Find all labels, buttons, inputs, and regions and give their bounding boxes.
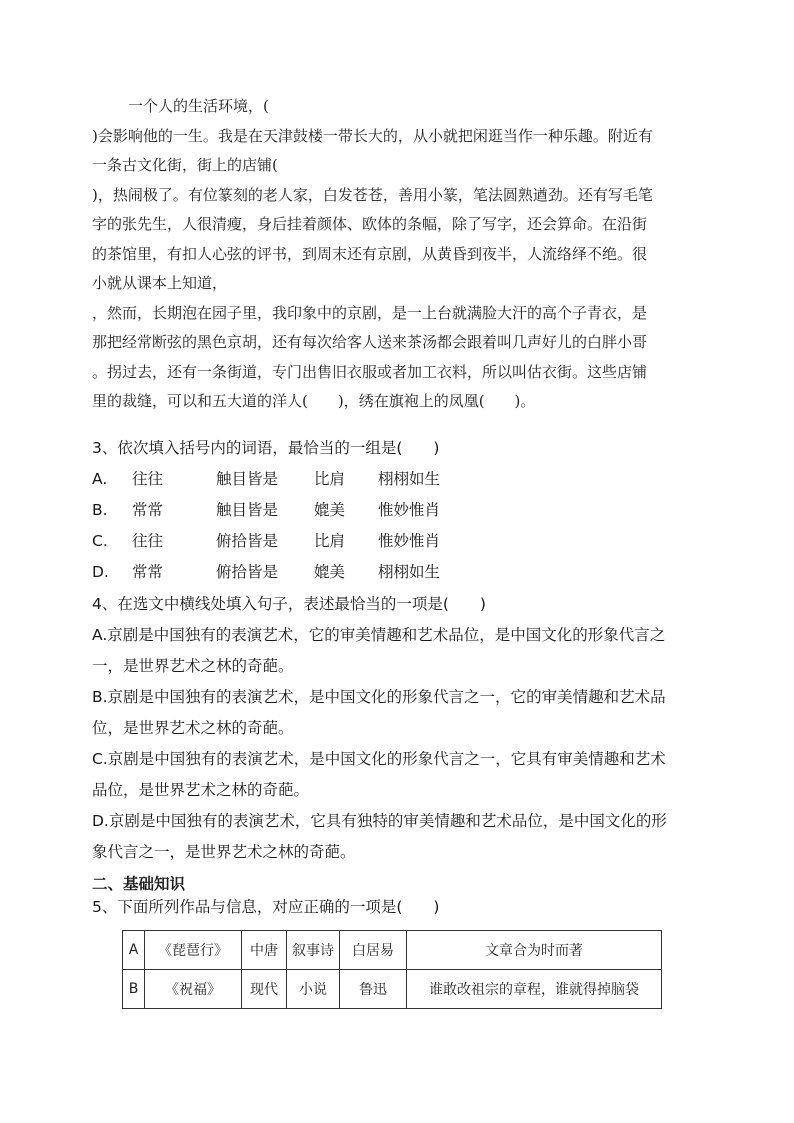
era-cell: 中唐 xyxy=(242,931,287,970)
q4-option-d-line[interactable]: 象代言之一，是世界艺术之林的奇葩。 xyxy=(92,843,356,861)
question-3 xyxy=(92,433,702,588)
passage-line: 的茶馆里，有扣人心弦的评书，到周末还有京剧，从黄昏到夜半，人流络绎不绝。很 xyxy=(92,244,648,263)
table-row[interactable] xyxy=(123,970,662,1009)
option-word-1: 往往 xyxy=(132,532,164,550)
passage-line: 。拐过去，还有一条街道，专门出售旧衣服或者加工衣料，所以叫估衣街。这些店铺 xyxy=(92,362,648,381)
author-cell: 白居易 xyxy=(340,931,407,970)
passage-line: 里的裁缝，可以和五大道的洋人( )，绣在旗袍上的凤凰( )。 xyxy=(92,392,536,410)
row-label: B xyxy=(123,970,145,1009)
option-word-4: 栩栩如生 xyxy=(378,470,441,488)
option-word-2: 俯拾皆是 xyxy=(216,563,279,581)
passage-line: 那把经常断弦的黑色京胡，还有每次给客人送来茶汤都会跟着叫几声好儿的白胖小哥 xyxy=(92,333,648,351)
option-letter: D. xyxy=(92,563,109,581)
passage-line: 一条古文化街，街上的店铺( xyxy=(92,156,278,174)
passage-line: 小就从课本上知道， xyxy=(92,274,228,292)
option-word-2: 俯拾皆是 xyxy=(216,532,279,550)
option-letter: A. xyxy=(92,470,108,488)
passage-line: 一个人的生活环境，( xyxy=(128,97,269,115)
option-letter: C. xyxy=(92,532,108,550)
question-3-stem: 3、依次填入括号内的词语，最恰当的一组是( ) xyxy=(92,439,440,457)
q4-option-b-line[interactable]: 位，是世界艺术之林的奇葩。 xyxy=(92,719,294,737)
section-heading: 二、基础知识 xyxy=(92,875,186,893)
option-word-3: 媲美 xyxy=(314,501,346,519)
works-info-table xyxy=(122,930,662,1009)
option-word-4: 惟妙惟肖 xyxy=(378,532,441,550)
work-cell: 《琵琶行》 xyxy=(145,931,242,970)
row-label: A xyxy=(123,931,145,970)
passage-line: )，热闹极了。有位篆刻的老人家，白发苍苍，善用小篆，笔法圆熟遒劲。还有写毛笔 xyxy=(92,185,653,204)
genre-cell: 叙事诗 xyxy=(287,931,340,970)
reading-passage xyxy=(92,92,698,417)
note-cell: 谁敢改祖宗的章程，谁就得掉脑袋 xyxy=(407,970,662,1009)
question-4-stem: 4、在选文中横线处填入句子，表述最恰当的一项是( ) xyxy=(92,595,486,613)
q3-option-a[interactable] xyxy=(92,464,702,495)
option-word-3: 媲美 xyxy=(314,563,346,581)
option-word-3: 比肩 xyxy=(314,470,346,488)
option-word-4: 惟妙惟肖 xyxy=(378,501,441,519)
option-word-3: 比肩 xyxy=(314,532,346,550)
genre-cell: 小说 xyxy=(287,970,340,1009)
q4-option-a-line[interactable]: 一，是世界艺术之林的奇葩。 xyxy=(92,657,294,675)
option-word-1: 常常 xyxy=(132,563,164,581)
option-word-2: 触目皆是 xyxy=(216,501,279,519)
passage-line: 字的张先生，人很清瘦，身后挂着颜体、欧体的条幅，除了写字，还会算命。在沿街 xyxy=(92,215,648,233)
q3-option-d[interactable] xyxy=(92,557,702,588)
question-4 xyxy=(92,589,702,868)
q4-option-d-line[interactable]: D.京剧是中国独有的表演艺术，它具有独特的审美情趣和艺术品位，是中国文化的形 xyxy=(92,812,667,830)
passage-line: ，然而，长期泡在园子里，我印象中的京剧，是一上台就满脸大汗的高个子青衣，是 xyxy=(92,303,648,322)
era-cell: 现代 xyxy=(242,970,287,1009)
q3-option-b[interactable] xyxy=(92,495,702,526)
question-5-stem: 5、下面所列作品与信息，对应正确的一项是( ) xyxy=(92,898,440,916)
passage-line: )会影响他的一生。我是在天津鼓楼一带长大的，从小就把闲逛当作一种乐趣。附近有 xyxy=(92,126,653,145)
author-cell: 鲁迅 xyxy=(340,970,407,1009)
q4-option-a-line[interactable]: A.京剧是中国独有的表演艺术，它的审美情趣和艺术品位，是中国文化的形象代言之 xyxy=(92,626,666,644)
option-word-4: 栩栩如生 xyxy=(378,563,441,581)
option-word-1: 常常 xyxy=(132,501,164,519)
option-letter: B. xyxy=(92,501,108,519)
option-word-1: 往往 xyxy=(132,470,164,488)
table-row[interactable] xyxy=(123,931,662,970)
q4-option-c-line[interactable]: 品位，是世界艺术之林的奇葩。 xyxy=(92,781,310,799)
work-cell: 《祝福》 xyxy=(145,970,242,1009)
q4-option-c-line[interactable]: C.京剧是中国独有的表演艺术，是中国文化的形象代言之一，它具有审美情趣和艺术 xyxy=(92,750,666,768)
option-word-2: 触目皆是 xyxy=(216,470,279,488)
note-cell: 文章合为时而著 xyxy=(407,931,662,970)
q3-option-c[interactable] xyxy=(92,526,702,557)
q4-option-b-line[interactable]: B.京剧是中国独有的表演艺术，是中国文化的形象代言之一，它的审美情趣和艺术品 xyxy=(92,688,666,706)
